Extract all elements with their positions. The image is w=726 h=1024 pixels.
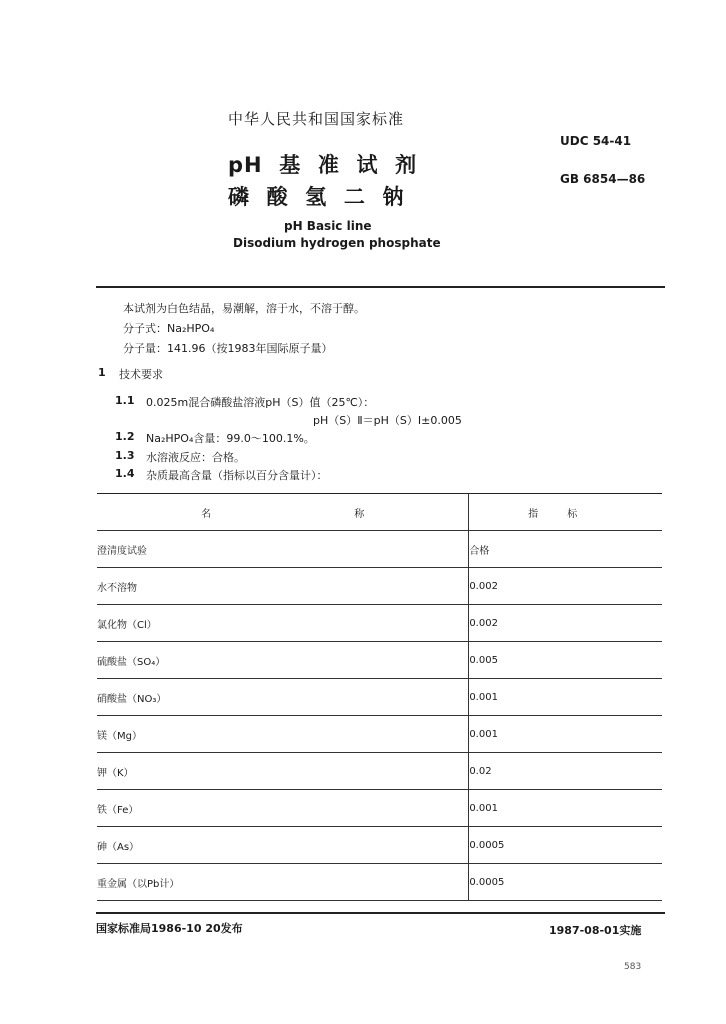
impurity-limit: 0.02 [469, 753, 662, 790]
issued-date: 国家标准局1986-10 20发布 [96, 922, 243, 935]
document-title-line1: pH 基 准 试 剂 [228, 153, 418, 177]
impurity-name: 重金属（以Pb计） [97, 864, 469, 901]
page-number: 583 [624, 962, 642, 972]
document-title-line2: 磷 酸 氢 二 钠 [228, 185, 405, 209]
impurity-limit: 0.001 [469, 790, 662, 827]
item-text: 水溶液反应：合格。 [146, 451, 245, 464]
section-title: 技术要求 [119, 368, 163, 381]
impurity-name: 砷（As） [97, 827, 469, 864]
standard-org: 中华人民共和国国家标准 [228, 110, 405, 128]
english-title-line1: pH Basic line [284, 219, 372, 233]
impurity-name: 水不溶物 [97, 568, 469, 605]
impurity-limit: 合格 [469, 531, 662, 568]
impurity-name: 氯化物（Cl） [97, 605, 469, 642]
header-value-char1: 指 [528, 508, 539, 520]
header-name-char2: 称 [354, 508, 365, 520]
impurity-name: 硫酸盐（SO₄） [97, 642, 469, 679]
section-number: 1 [98, 366, 106, 379]
intro-description: 本试剂为白色结晶，易潮解，溶于水，不溶于醇。 [123, 302, 365, 315]
table-row [97, 753, 662, 790]
table-row [97, 716, 662, 753]
item-number: 1.2 [115, 430, 135, 443]
impurity-name: 澄清度试验 [97, 531, 469, 568]
impurity-table [97, 493, 662, 901]
impurity-name: 钾（K） [97, 753, 469, 790]
impurity-name: 硝酸盐（NO₃） [97, 679, 469, 716]
item-text: 0.025m混合磷酸盐溶液pH（S）值（25℃）： [146, 396, 375, 409]
impurity-limit: 0.0005 [469, 864, 662, 901]
item-text: Na₂HPO₄含量：99.0～100.1%。 [146, 432, 315, 445]
header-name-char1: 名 [201, 508, 212, 520]
impurity-limit: 0.002 [469, 605, 662, 642]
header-divider [96, 286, 665, 288]
header-value [469, 494, 662, 531]
impurity-name: 铁（Fe） [97, 790, 469, 827]
impurity-limit: 0.001 [469, 679, 662, 716]
table-row [97, 790, 662, 827]
table-row [97, 679, 662, 716]
item-number: 1.1 [115, 394, 135, 407]
udc-code: UDC 54-41 [560, 134, 632, 148]
impurity-name: 镁（Mg） [97, 716, 469, 753]
table-header-row [97, 494, 662, 531]
item-text: 杂质最高含量（指标以百分含量计）： [146, 469, 328, 482]
table-row [97, 827, 662, 864]
english-title-line2: Disodium hydrogen phosphate [233, 236, 441, 250]
table-row [97, 605, 662, 642]
impurity-limit: 0.005 [469, 642, 662, 679]
gb-code: GB 6854—86 [560, 172, 646, 186]
intro-molecular-weight: 分子量：141.96（按1983年国际原子量） [123, 342, 333, 355]
item-equation: pH（S）Ⅱ＝pH（S）Ⅰ±0.005 [313, 414, 462, 427]
item-number: 1.3 [115, 449, 135, 462]
impurity-limit: 0.001 [469, 716, 662, 753]
footer-divider [96, 912, 665, 914]
header-name [97, 494, 469, 531]
table-row [97, 642, 662, 679]
item-number: 1.4 [115, 467, 135, 480]
header-value-char2: 标 [567, 508, 578, 520]
table-row [97, 864, 662, 901]
impurity-limit: 0.0005 [469, 827, 662, 864]
intro-formula: 分子式：Na₂HPO₄ [123, 322, 215, 335]
table-row [97, 568, 662, 605]
impurity-limit: 0.002 [469, 568, 662, 605]
effective-date: 1987-08-01实施 [549, 924, 642, 937]
table-row [97, 531, 662, 568]
